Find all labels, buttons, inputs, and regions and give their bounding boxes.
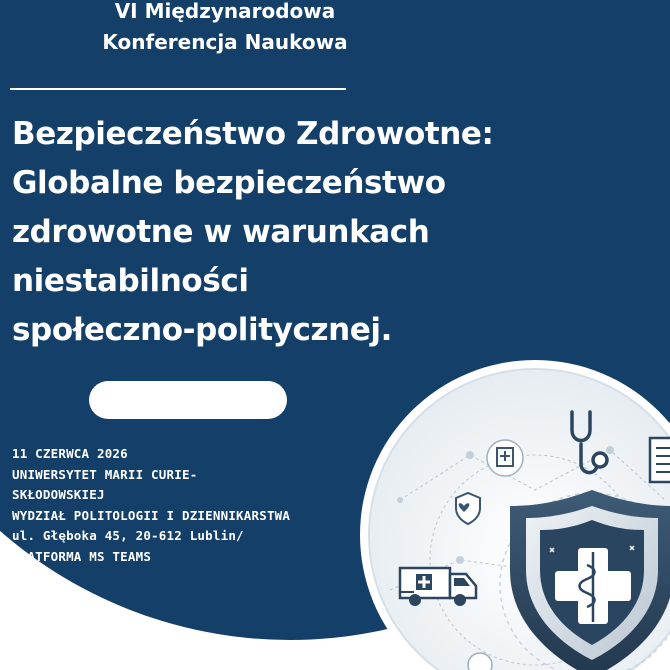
document-icon [650, 438, 670, 482]
title-line: Globalne bezpieczeństwo [12, 165, 446, 201]
event-university: UNIWERSYTET MARII CURIE- [12, 466, 198, 482]
header-line-2: Konferencja Naukowa [102, 30, 348, 54]
event-university-cont: SKŁODOWSKIEJ [12, 487, 105, 503]
header-divider [10, 88, 346, 90]
event-faculty: WYDZIAŁ POLITOLOGII I DZIENNIKARSTWA [12, 507, 291, 523]
event-address: ul. Głęboka 45, 20-612 Lublin/ [12, 528, 244, 544]
title-line: zdrowotne w warunkach [12, 214, 430, 250]
white-pill-badge [89, 381, 287, 419]
event-date: 11 CZERWCA 2026 [12, 446, 128, 461]
health-security-illustration [360, 360, 670, 670]
conference-title [12, 110, 572, 355]
hospital-icon [487, 440, 523, 476]
header-line-1: VI Międzynarodowa [114, 0, 336, 23]
conference-header [40, 0, 410, 58]
title-line: społeczno-politycznej. [12, 312, 393, 348]
event-details [12, 444, 357, 568]
title-line: Bezpieczeństwo Zdrowotne: [12, 116, 494, 152]
title-line: niestabilności [12, 263, 249, 299]
event-platform: PLATFORMA MS TEAMS [12, 548, 152, 564]
